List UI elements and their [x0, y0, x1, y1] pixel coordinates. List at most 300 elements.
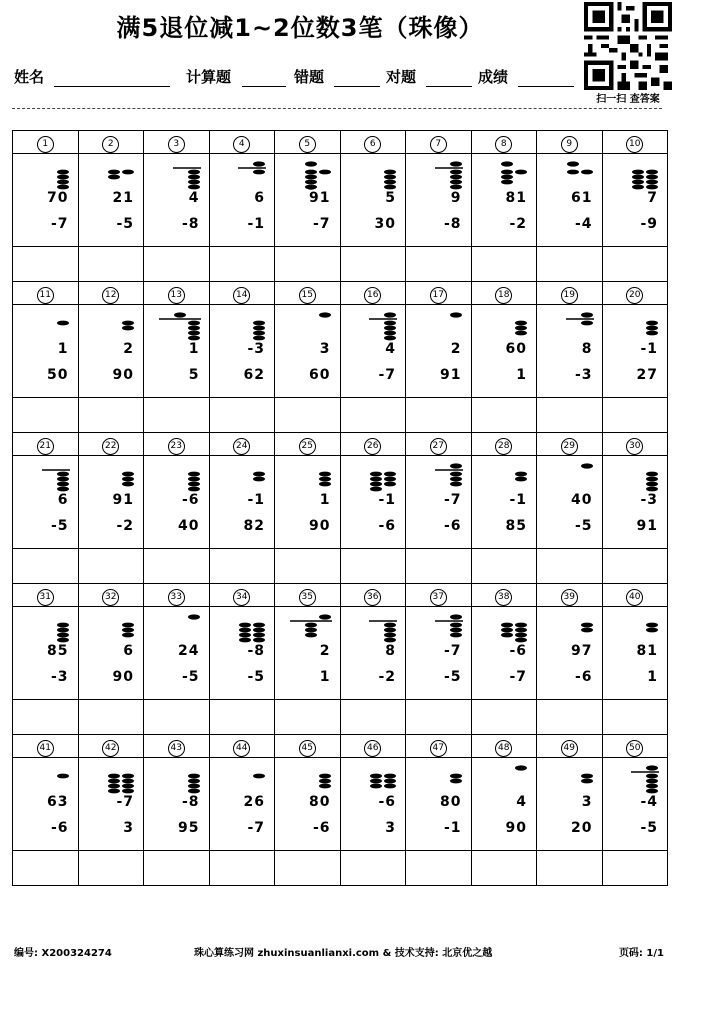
answer-cell[interactable] [537, 247, 603, 282]
second-term: -8 [247, 643, 265, 659]
problem-number-cell [78, 131, 144, 154]
answer-row [13, 549, 668, 584]
number-row [13, 433, 668, 456]
problem-row [13, 456, 668, 549]
second-term: 1 [319, 492, 331, 508]
abacus-bead-icon [318, 311, 332, 341]
third-term: 91 [636, 518, 658, 534]
problem-number: 37 [430, 589, 447, 606]
qr-caption: 扫一扫 查答案 [596, 94, 660, 105]
third-term: 27 [636, 367, 658, 383]
problem-cell [144, 456, 210, 549]
third-term: -5 [574, 518, 593, 534]
problem-number: 4 [233, 136, 250, 153]
abacus-bead-icon [500, 160, 528, 190]
abacus-bead-icon [238, 613, 266, 643]
answer-cell[interactable] [144, 851, 210, 886]
second-term: -8 [181, 794, 200, 810]
second-term: 9 [450, 190, 462, 206]
problem-number: 3 [168, 136, 185, 153]
qr-code-icon [584, 2, 672, 90]
second-term: 6 [254, 190, 265, 206]
third-term: 50 [47, 367, 69, 383]
problem-cell [13, 154, 79, 247]
problem-number: 13 [168, 287, 185, 304]
abacus-bead-icon [56, 764, 70, 794]
third-term: 85 [505, 518, 527, 534]
problem-number-cell [406, 584, 472, 607]
answer-cell[interactable] [537, 398, 603, 433]
problem-cell [471, 607, 537, 700]
abacus-bead-icon [107, 160, 135, 190]
abacus-bead-icon [435, 613, 463, 643]
second-term: -6 [378, 794, 396, 810]
problem-number-cell [13, 433, 79, 456]
answer-cell[interactable] [209, 851, 275, 886]
divider [12, 108, 662, 109]
answer-cell[interactable] [13, 851, 79, 886]
third-term: 1 [319, 669, 331, 685]
abacus-bead-icon [449, 311, 463, 341]
answer-cell[interactable] [144, 247, 210, 282]
second-term: 85 [47, 643, 69, 659]
problem-number-cell [471, 584, 537, 607]
second-term: 2 [450, 341, 462, 357]
total-label: 计算题 [186, 68, 232, 86]
problem-cell [144, 305, 210, 398]
second-term: 63 [47, 794, 69, 810]
problem-cell [209, 154, 275, 247]
problem-cell [471, 456, 537, 549]
problem-number: 17 [430, 287, 447, 304]
problem-number: 31 [37, 589, 54, 606]
answer-cell[interactable] [275, 247, 341, 282]
third-term: -5 [116, 216, 134, 232]
abacus-bead-icon [631, 764, 659, 794]
answer-cell[interactable] [78, 851, 144, 886]
problem-number: 32 [102, 589, 119, 606]
problem-number-cell [602, 433, 668, 456]
problem-number: 47 [430, 740, 447, 757]
problem-number: 23 [168, 438, 185, 455]
third-term: -3 [574, 367, 593, 383]
problem-cell [537, 758, 603, 851]
problem-number-cell [13, 735, 79, 758]
second-term: 7 [647, 190, 658, 206]
answer-cell[interactable] [406, 851, 472, 886]
third-term: 95 [178, 820, 200, 836]
answer-cell[interactable] [275, 851, 341, 886]
answer-cell[interactable] [537, 549, 603, 584]
answer-cell[interactable] [209, 700, 275, 735]
third-term: -5 [640, 820, 658, 836]
problem-number: 25 [299, 438, 316, 455]
abacus-bead-icon [238, 160, 266, 190]
answer-cell[interactable] [209, 398, 275, 433]
problem-number-cell [78, 735, 144, 758]
problem-cell [471, 154, 537, 247]
answer-cell[interactable] [471, 247, 537, 282]
problem-number: 30 [626, 438, 643, 455]
problem-number-cell [209, 433, 275, 456]
third-term: 30 [374, 216, 396, 232]
problem-cell [340, 305, 406, 398]
second-term: 1 [57, 341, 69, 357]
problem-number: 45 [299, 740, 316, 757]
problem-row [13, 758, 668, 851]
problem-cell [537, 154, 603, 247]
second-term: 26 [243, 794, 265, 810]
problem-number-cell [537, 584, 603, 607]
problem-number-cell [13, 584, 79, 607]
problem-cell [406, 305, 472, 398]
problem-number: 27 [430, 438, 447, 455]
problem-number: 35 [299, 589, 316, 606]
abacus-bead-icon [159, 311, 201, 341]
number-row [13, 131, 668, 154]
answer-cell[interactable] [406, 549, 472, 584]
answer-cell[interactable] [340, 247, 406, 282]
abacus-bead-icon [121, 613, 135, 643]
answer-cell[interactable] [471, 398, 537, 433]
problem-cell [537, 305, 603, 398]
answer-cell[interactable] [537, 700, 603, 735]
problem-number: 41 [37, 740, 54, 757]
problem-number: 2 [102, 136, 119, 153]
problem-cell [275, 758, 341, 851]
problem-cell [78, 305, 144, 398]
problem-number: 14 [233, 287, 250, 304]
third-term: 40 [178, 518, 200, 534]
problem-row [13, 607, 668, 700]
second-term: -1 [509, 492, 527, 508]
abacus-bead-icon [304, 160, 332, 190]
answer-cell[interactable] [209, 549, 275, 584]
problem-number: 9 [561, 136, 578, 153]
abacus-bead-icon [290, 613, 332, 643]
score-field[interactable] [518, 86, 574, 87]
problem-cell [340, 607, 406, 700]
problem-number-cell [340, 282, 406, 305]
problem-cell [406, 456, 472, 549]
abacus-bead-icon [580, 764, 594, 794]
answer-cell[interactable] [78, 549, 144, 584]
problem-number: 33 [168, 589, 185, 606]
third-term: -3 [50, 669, 69, 685]
problem-cell [209, 456, 275, 549]
problem-number: 39 [561, 589, 578, 606]
problem-number: 5 [299, 136, 316, 153]
problem-number: 8 [495, 136, 512, 153]
third-term: -8 [181, 216, 200, 232]
third-term: -7 [378, 367, 396, 383]
abacus-bead-icon [369, 764, 397, 794]
problem-cell [13, 758, 79, 851]
problem-number: 1 [37, 136, 54, 153]
second-term: -3 [640, 492, 658, 508]
answer-cell[interactable] [13, 247, 79, 282]
problem-number-cell [537, 433, 603, 456]
problem-number-cell [406, 131, 472, 154]
problem-number-cell [13, 131, 79, 154]
problem-cell [602, 607, 668, 700]
abacus-bead-icon [383, 160, 397, 190]
answer-cell[interactable] [275, 549, 341, 584]
answer-row [13, 398, 668, 433]
abacus-bead-icon [252, 311, 266, 341]
answer-cell[interactable] [275, 398, 341, 433]
problem-number: 50 [626, 740, 643, 757]
answer-cell[interactable] [471, 549, 537, 584]
abacus-bead-icon [187, 462, 201, 492]
answer-cell[interactable] [471, 851, 537, 886]
third-term: -8 [443, 216, 462, 232]
answer-cell[interactable] [209, 247, 275, 282]
abacus-bead-icon [645, 462, 659, 492]
answer-cell[interactable] [537, 851, 603, 886]
third-term: 90 [112, 367, 134, 383]
answer-cell[interactable] [602, 549, 668, 584]
footer-page: 页码: 1/1 [618, 948, 664, 959]
second-term: -7 [116, 794, 134, 810]
number-row [13, 735, 668, 758]
problem-cell [209, 758, 275, 851]
third-term: -7 [312, 216, 331, 232]
problem-cell [471, 305, 537, 398]
second-term: 80 [440, 794, 462, 810]
third-term: 91 [440, 367, 462, 383]
problem-cell [275, 456, 341, 549]
problem-number-cell [537, 282, 603, 305]
problem-cell [144, 607, 210, 700]
third-term: -6 [312, 820, 331, 836]
abacus-bead-icon [631, 160, 659, 190]
problem-row [13, 305, 668, 398]
score-label: 成绩 [478, 68, 509, 86]
correct-label: 对题 [386, 68, 417, 86]
abacus-bead-icon [514, 311, 528, 341]
problem-number: 46 [364, 740, 381, 757]
answer-cell[interactable] [13, 549, 79, 584]
answer-cell[interactable] [340, 398, 406, 433]
third-term: 5 [188, 367, 200, 383]
answer-cell[interactable] [78, 700, 144, 735]
problem-number-cell [406, 282, 472, 305]
second-term: 2 [123, 341, 134, 357]
problem-number-cell [78, 282, 144, 305]
third-term: -7 [50, 216, 69, 232]
abacus-bead-icon [580, 613, 594, 643]
answer-cell[interactable] [406, 398, 472, 433]
problem-cell [275, 607, 341, 700]
third-term: -9 [640, 216, 658, 232]
second-term: 3 [581, 794, 593, 810]
problem-number: 10 [626, 136, 643, 153]
wrong-label: 错题 [294, 68, 325, 86]
third-term: -5 [181, 669, 200, 685]
problem-cell [13, 456, 79, 549]
problem-number-cell [13, 282, 79, 305]
answer-cell[interactable] [340, 700, 406, 735]
answer-cell[interactable] [78, 247, 144, 282]
answer-cell[interactable] [471, 700, 537, 735]
problem-number-cell [537, 131, 603, 154]
third-term: 1 [516, 367, 527, 383]
problem-cell [340, 456, 406, 549]
problem-cell [602, 758, 668, 851]
problem-number-cell [78, 584, 144, 607]
second-term: 6 [123, 643, 134, 659]
problem-number-cell [602, 131, 668, 154]
problem-number-cell [537, 735, 603, 758]
second-term: 1 [188, 341, 200, 357]
second-term: 97 [571, 643, 593, 659]
second-term: -1 [640, 341, 658, 357]
answer-cell[interactable] [602, 247, 668, 282]
second-term: -7 [443, 492, 462, 508]
third-term: 90 [505, 820, 527, 836]
abacus-bead-icon [369, 462, 397, 492]
footer-code: 编号: X200324274 [14, 948, 112, 959]
problem-number-cell [144, 131, 210, 154]
second-term: 4 [385, 341, 396, 357]
abacus-bead-icon [42, 160, 70, 190]
abacus-bead-icon [580, 462, 594, 492]
third-term: 3 [385, 820, 396, 836]
abacus-bead-icon [187, 764, 201, 794]
abacus-bead-icon [187, 613, 201, 643]
third-term: -6 [378, 518, 396, 534]
abacus-bead-icon [449, 764, 463, 794]
footer [14, 944, 664, 960]
abacus-bead-icon [107, 764, 135, 794]
answer-cell[interactable] [602, 398, 668, 433]
problem-number: 6 [364, 136, 381, 153]
answer-cell[interactable] [340, 549, 406, 584]
problem-number: 12 [102, 287, 119, 304]
problem-number-cell [144, 735, 210, 758]
second-term: 91 [112, 492, 134, 508]
problem-number-cell [275, 131, 341, 154]
problem-number-cell [340, 131, 406, 154]
abacus-bead-icon [645, 311, 659, 341]
problem-cell [340, 154, 406, 247]
problem-number-cell [471, 131, 537, 154]
answer-cell[interactable] [144, 549, 210, 584]
answer-cell[interactable] [406, 700, 472, 735]
third-term: -7 [509, 669, 527, 685]
problem-cell [602, 305, 668, 398]
third-term: 90 [112, 669, 134, 685]
second-term: -1 [247, 492, 265, 508]
second-term: 61 [571, 190, 593, 206]
problem-cell [340, 758, 406, 851]
second-term: -6 [509, 643, 527, 659]
problem-number: 16 [364, 287, 381, 304]
abacus-bead-icon [56, 613, 70, 643]
third-term: -6 [443, 518, 462, 534]
second-term: 81 [636, 643, 658, 659]
answer-cell[interactable] [406, 247, 472, 282]
abacus-bead-icon [500, 613, 528, 643]
answer-cell[interactable] [602, 851, 668, 886]
third-term: -2 [116, 518, 134, 534]
third-term: 1 [647, 669, 658, 685]
abacus-bead-icon [514, 764, 528, 794]
second-term: 6 [57, 492, 69, 508]
problem-cell [406, 758, 472, 851]
problem-number: 11 [37, 287, 54, 304]
problem-number-cell [275, 433, 341, 456]
problem-number-cell [275, 584, 341, 607]
problem-number-cell [209, 282, 275, 305]
problem-number: 21 [37, 438, 54, 455]
problem-number: 15 [299, 287, 316, 304]
second-term: 80 [309, 794, 331, 810]
second-term: 4 [188, 190, 200, 206]
second-term: 2 [319, 643, 331, 659]
abacus-bead-icon [435, 462, 463, 492]
abacus-bead-icon [369, 613, 397, 643]
footer-site: 珠心算练习网 zhuxinsuanlianxi.com & 技术支持: 北京优之越 [194, 948, 493, 959]
wrong-field[interactable] [334, 86, 380, 87]
problem-number: 19 [561, 287, 578, 304]
problem-cell [537, 607, 603, 700]
problem-number: 18 [495, 287, 512, 304]
abacus-bead-icon [566, 160, 594, 190]
answer-cell[interactable] [13, 700, 79, 735]
second-term: 5 [385, 190, 396, 206]
problem-number: 29 [561, 438, 578, 455]
problem-cell [406, 607, 472, 700]
problem-number-cell [275, 282, 341, 305]
answer-cell[interactable] [340, 851, 406, 886]
answer-cell[interactable] [78, 398, 144, 433]
answer-cell[interactable] [144, 398, 210, 433]
third-term: -5 [50, 518, 69, 534]
third-term: -1 [443, 820, 462, 836]
second-term: 81 [505, 190, 527, 206]
problem-number-cell [471, 282, 537, 305]
answer-cell[interactable] [275, 700, 341, 735]
answer-cell[interactable] [602, 700, 668, 735]
problem-cell [144, 154, 210, 247]
problem-number-cell [471, 433, 537, 456]
name-field[interactable] [54, 86, 170, 87]
correct-field[interactable] [426, 86, 472, 87]
problem-cell [78, 154, 144, 247]
problem-cell [78, 758, 144, 851]
abacus-bead-icon [121, 311, 135, 341]
problem-number-cell [340, 735, 406, 758]
third-term: -5 [443, 669, 462, 685]
abacus-bead-icon [252, 764, 266, 794]
answer-cell[interactable] [13, 398, 79, 433]
answer-cell[interactable] [144, 700, 210, 735]
problem-number: 7 [430, 136, 447, 153]
third-term: -2 [378, 669, 396, 685]
problem-number: 34 [233, 589, 250, 606]
problem-number-cell [78, 433, 144, 456]
problem-cell [275, 154, 341, 247]
problem-cell [537, 456, 603, 549]
problem-number: 38 [495, 589, 512, 606]
total-field[interactable] [242, 86, 286, 87]
third-term: -5 [247, 669, 265, 685]
problem-cell [471, 758, 537, 851]
name-label: 姓名 [14, 68, 45, 86]
problem-number-cell [340, 584, 406, 607]
